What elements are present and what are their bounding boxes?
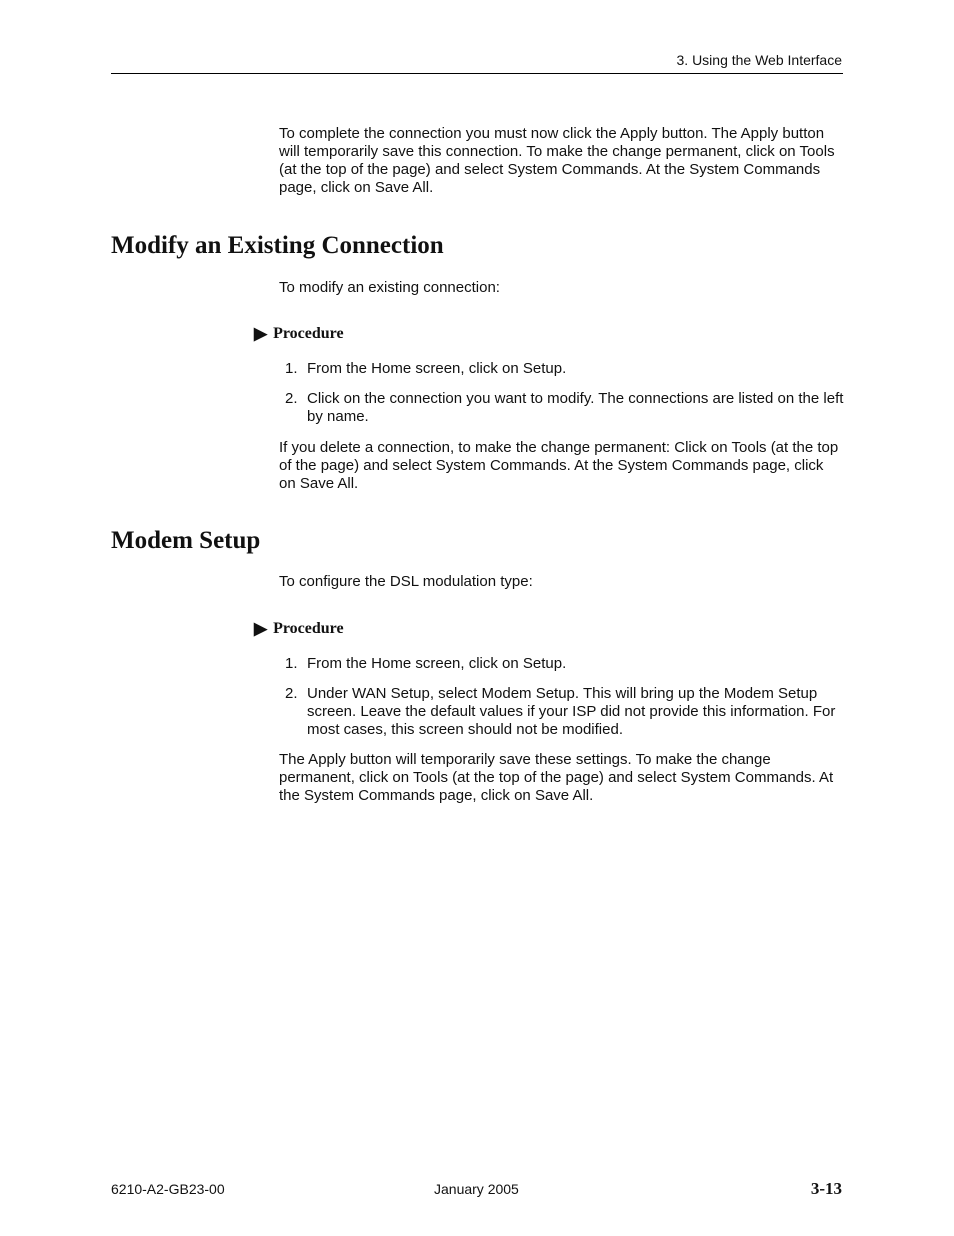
section-heading-modify: Modify an Existing Connection [111,232,444,259]
footer-date: January 2005 [434,1181,519,1197]
header-rule [111,73,843,74]
step-text: Under WAN Setup, select Modem Setup. This will bring up the Modem Setup screen. Leave the default values if your ISP did not provide this information. For most cases, this screen should not be modified. [307,685,836,738]
procedure-heading-modify [254,324,344,344]
section-heading-modem: Modem Setup [111,527,261,554]
list-item [285,685,844,739]
right-triangle-arrow-icon: ▶ [254,619,268,638]
modify-note: If you delete a connection, to make the change permanent: Click on Tools (at the top of the page) and select System Commands. At the System Commands page, click on Save All. [279,439,839,492]
footer-doc-number: 6210-A2-GB23-00 [111,1181,225,1197]
modem-intro: To configure the DSL modulation type: [279,573,533,590]
list-item [285,360,844,378]
intro-paragraph: To complete the connection you must now click the Apply button. The Apply button will temporarily save this connection. To make the change permanent, click on Tools (at the top of the page) and select System Commands. At the System Commands page, click on Save All. [279,125,835,196]
step-number: 2. [285,685,298,702]
list-item [285,390,844,426]
modify-intro: To modify an existing connection: [279,279,500,296]
step-text: From the Home screen, click on Setup. [307,360,567,377]
right-triangle-arrow-icon: ▶ [254,324,268,343]
modem-note: The Apply button will temporarily save these settings. To make the change permanent, click on Tools (at the top of the page) and select System Commands. At the System Commands page, click on Save All. [279,751,834,804]
step-text: Click on the connection you want to modify. The connections are listed on the left by name. [307,390,844,425]
footer-page-number: 3-13 [810,1179,842,1198]
step-text: From the Home screen, click on Setup. [307,655,567,672]
step-number: 1. [285,360,298,377]
running-header: 3. Using the Web Interface [676,52,842,68]
procedure-label: Procedure [273,620,344,637]
list-item [285,655,844,673]
step-number: 1. [285,655,298,672]
procedure-label: Procedure [273,325,344,342]
procedure-heading-modem [254,619,344,639]
step-number: 2. [285,390,298,407]
